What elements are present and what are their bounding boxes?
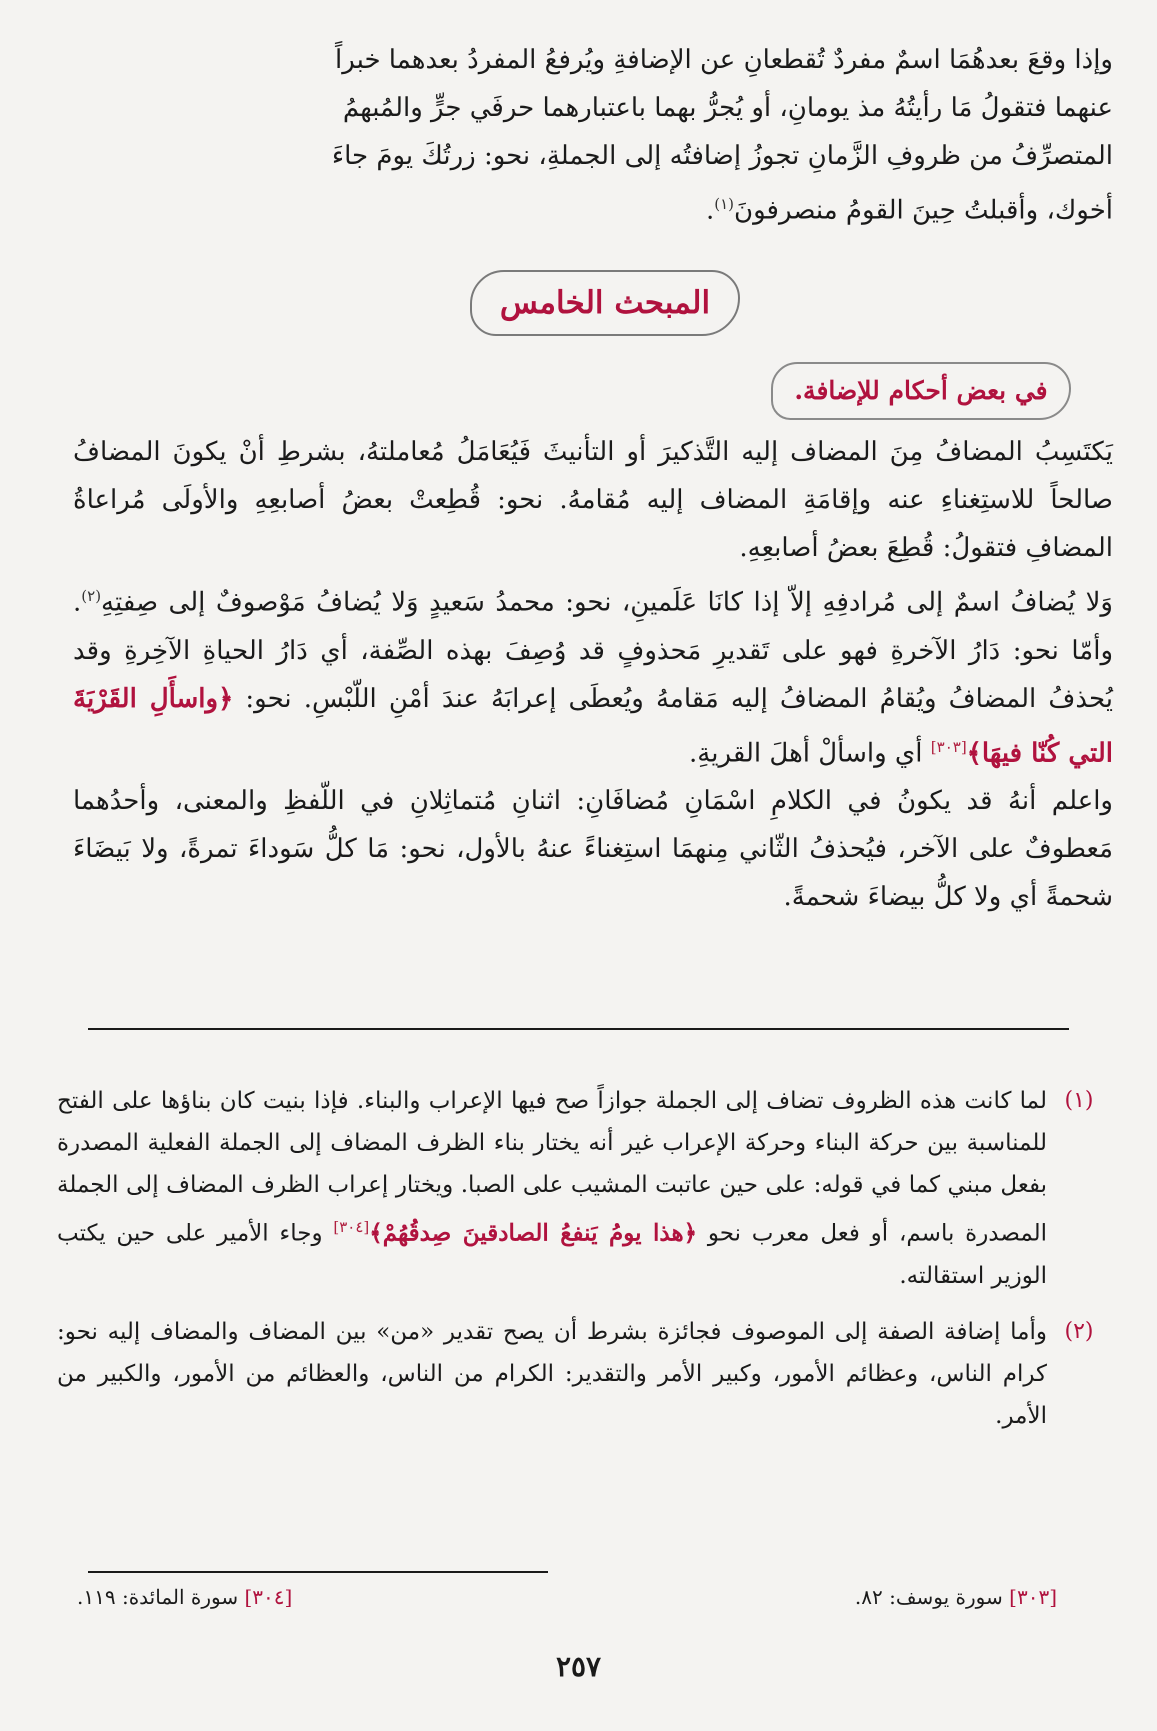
verse-reference-marker[interactable]: [٣٠٤]: [333, 1218, 370, 1236]
references-divider: [88, 1571, 548, 1573]
footnote-text-before: لما كانت هذه الظروف تضاف إلى الجملة جوازاً صح فيها الإعراب والبناء. فإذا بنيت كان بناؤها على الفتح للمناسبة بين حركة البناء وحركة الإعراب غير أنه يختار بناء الظرف المضاف إلى الجملة الفعلية المصدرة بفعل مبني كما في قوله: على حين عاتبت المشيب على الصبا. ويختار إعراب الظرف المضاف إلى الجملة المصدرة باسم، أو فعل معرب نحو: [57, 1088, 1048, 1247]
footnote-text-after: وجاء الأمير على حين يكتب الوزير استقالته.: [57, 1220, 1047, 1289]
reference-text: سورة المائدة: ١١٩.: [77, 1585, 239, 1609]
reference-item: [855, 1580, 1057, 1614]
reference-number: [٣٠٣]: [1009, 1585, 1057, 1609]
footnote-item: [57, 1311, 1097, 1437]
footnote-marker-1[interactable]: (١): [714, 195, 735, 213]
reference-text: سورة يوسف: ٨٢.: [854, 1585, 1003, 1609]
intro-line: [73, 84, 1113, 132]
footnote-marker-2[interactable]: (٢): [81, 587, 102, 605]
intro-line: [73, 132, 1113, 180]
paragraph-2-part-2: . وأمّا نحو: دَارُ الآخرةِ فهو على تَقديرِ مَحذوفٍ قد وُصِفَ بهذه الصِّفة، أي دَارُ الحياةِ الآخِرةِ وقد يُحذفُ المضافُ ويُقامُ المضافُ إليه مَقامهُ ويُعطَى إعرابَهُ عندَ أمْنِ اللّبْسِ. نحو:: [73, 587, 1113, 714]
quran-verse: ﴿هذا يومُ يَنفعُ الصادقينَ صِدقُهُمْ﴾: [369, 1219, 698, 1247]
page-number: ٢٥٧: [555, 1650, 602, 1683]
footnote-divider: [88, 1028, 1069, 1030]
paragraph-2-part-3: أي واسألْ أهلَ القريةِ.: [689, 738, 923, 769]
intro-line-4: أخوك، وأقبلتُ حِينَ القومُ منصرفونَ: [734, 195, 1113, 226]
intro-line: [73, 36, 1113, 84]
footnote-item: [57, 1080, 1097, 1297]
paragraph-2-part-1: وَلا يُضافُ اسمٌ إلى مُرادفِهِ إلاّ إذا كانَا عَلَمينِ، نحو: محمدُ سَعيدٍ وَلا يُضافُ مَوْصوفٌ إلى صِفتِهِ: [101, 587, 1113, 618]
paragraph-3: [73, 777, 1113, 921]
subsection-heading: في بعض أحكام للإضافة.: [771, 362, 1071, 420]
footnote-number: (٢): [1064, 1318, 1094, 1344]
reference-number: [٣٠٤]: [244, 1585, 293, 1609]
section-heading: المبحث الخامس: [470, 270, 740, 336]
intro-line-3: المتصرِّفُ من ظروفِ الزَّمانِ تجوزُ إضافتُه إلى الجملةِ، نحو: زرتُكَ يومَ جاءَ: [331, 141, 1113, 171]
footnote-number: (١): [1064, 1088, 1094, 1113]
verse-reference-marker[interactable]: [٣٠٣]: [930, 737, 967, 756]
verse-references: [77, 1580, 1057, 1614]
intro-paragraph: [73, 36, 1113, 235]
main-text: [73, 428, 1113, 921]
paragraph-1-text: يَكتَسِبُ المضافُ مِنَ المضاف إليه التَّذكيرَ أو التأنيثَ فَيُعَامَلُ مُعاملتهُ، بشرطِ أنْ يكونَ المضافُ صالحاً للاستِغناءِ عنه وإقامَةِ المضاف إليه مُقامهُ. نحو: قُطِعتْ بعضُ أصابعِهِ والأولَى مُراعاةُ المضافِ فتقولُ: قُطِعَ بعضُ أصابعِهِ.: [73, 437, 1113, 563]
paragraph-1: [73, 428, 1113, 572]
paragraph-3-text: واعلم أنهُ قد يكونُ في الكلامِ اسْمَانِ مُضافَانِ: اثنانِ مُتماثِلانِ في اللّفظِ والمعنى، وأحدُهما مَعطوفٌ على الآخر، فيُحذفُ الثّاني مِنهمَا استِغناءً عنهُ بالأول، نحو: مَا كلُّ سَوداءَ تمرةً، ولا بَيضَاءَ شحمةً أي ولا كلُّ بيضاءَ شحمةً.: [73, 786, 1113, 913]
reference-item: [77, 1580, 292, 1614]
paragraph-2: [73, 572, 1113, 777]
intro-line-2: عنهما فتقولُ مَا رأيتُهُ مذ يومانِ، أو يُجرُّ بهما باعتبارهما حرفَي جرٍّ والمُبهمُ: [342, 93, 1113, 123]
quran-verse: ﴿واسأَلِ القَرْيَةَ التي كُنّا فيهَا﴾: [73, 683, 1113, 769]
footnote-text: [57, 1311, 1047, 1437]
footnote-text-before: وأما إضافة الصفة إلى الموصوف فجائزة بشرط أن يصح تقدير «من» بين المضاف والمضاف إليه نحو: كرام الناس، وعظائم الأمور، وكبير الأمر والتقدير: الكرام من الناس، والعظائم من الأمور، والكبير من الأمر.: [57, 1318, 1047, 1429]
intro-line: [73, 180, 1113, 235]
intro-line-1: وإذا وقعَ بعدهُمَا اسمٌ مفردٌ تُقطعانِ عن الإضافةِ ويُرفعُ المفردُ بعدهما خبراً: [335, 45, 1113, 75]
footnotes: [57, 1080, 1097, 1451]
footnote-text: [57, 1080, 1047, 1297]
intro-line-4-end: .: [705, 195, 715, 226]
